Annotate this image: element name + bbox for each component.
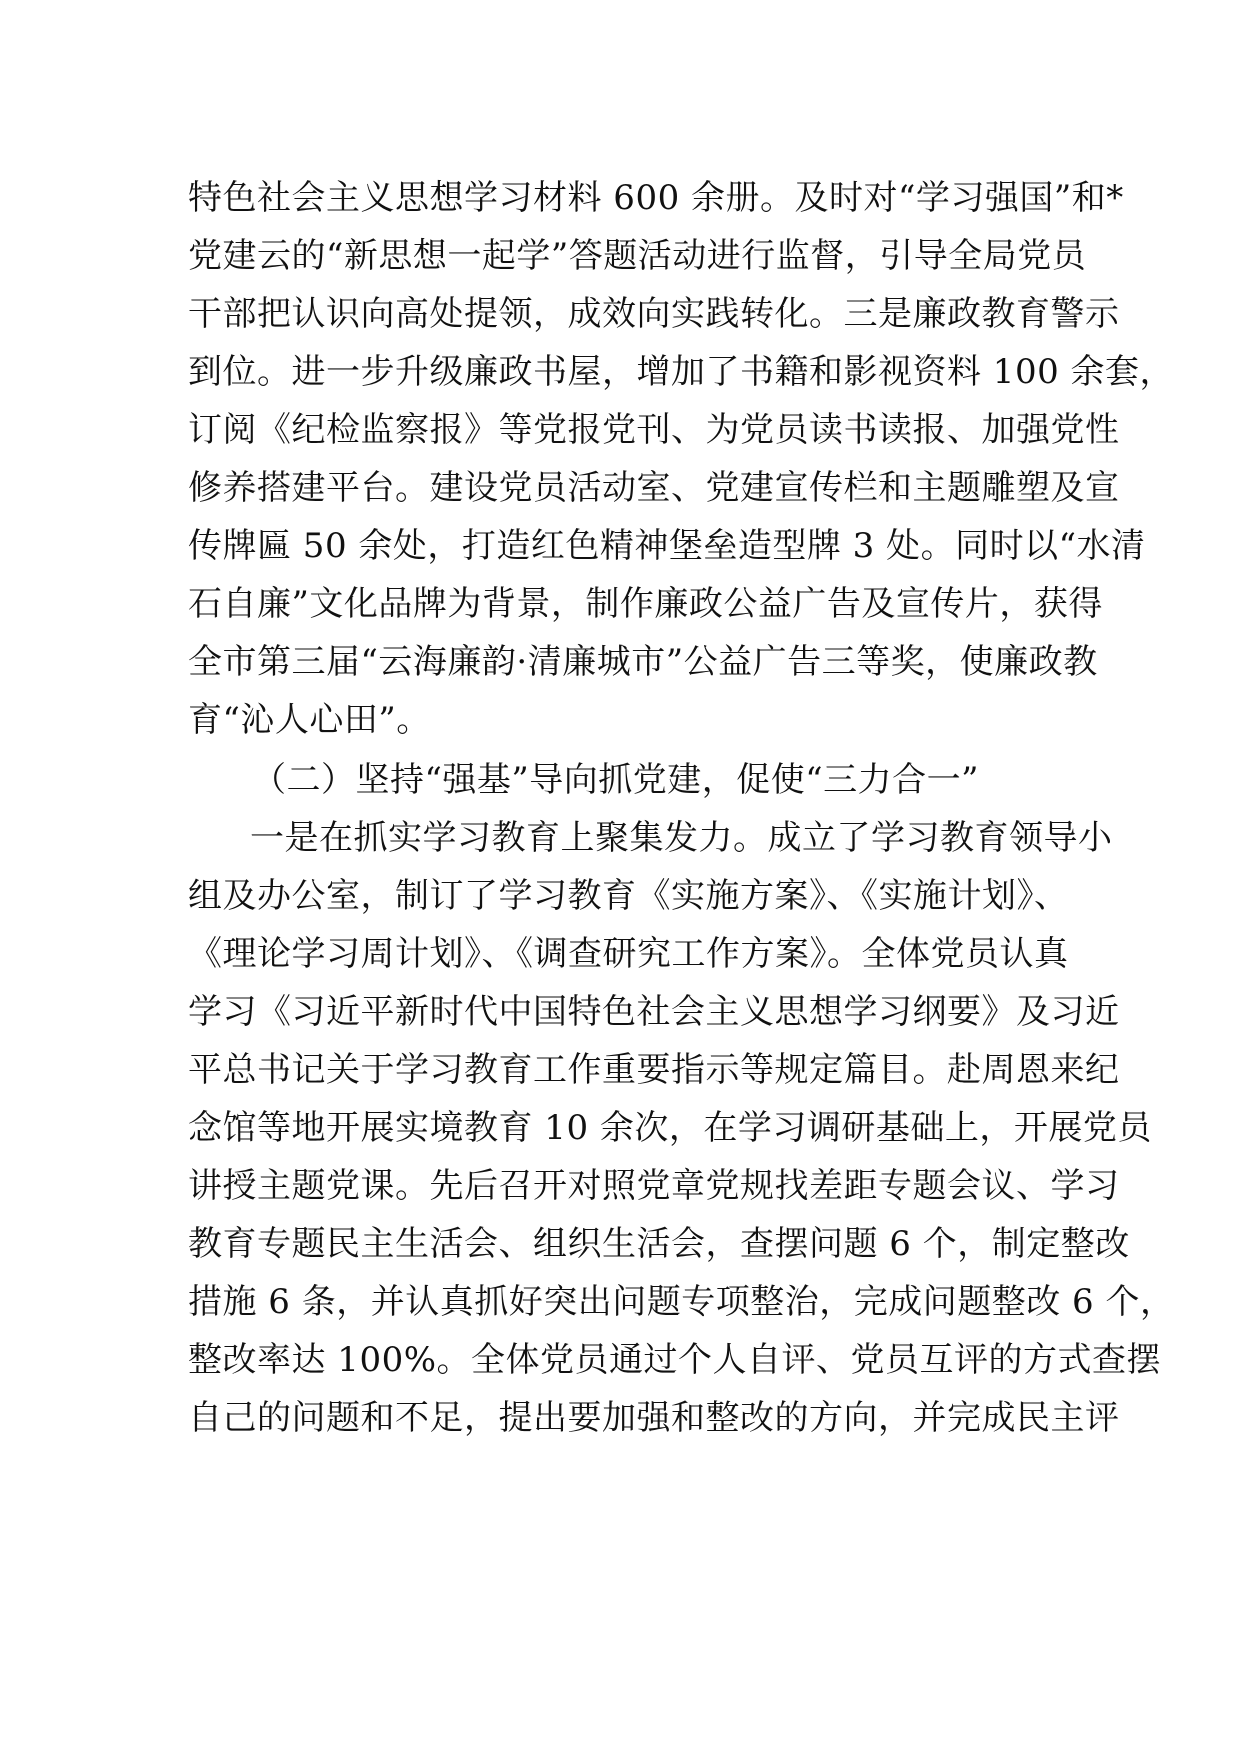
paragraph-line: 讲授主题党课。先后召开对照党章党规找差距专题会议、学习 — [188, 1166, 1120, 1206]
paragraph-line: 到位。进一步升级廉政书屋，增加了书籍和影视资料 100 余套， — [188, 352, 1175, 392]
paragraph-line: 自己的问题和不足，提出要加强和整改的方向，并完成民主评 — [188, 1398, 1120, 1438]
paragraph-line: 修养搭建平台。建设党员活动室、党建宣传栏和主题雕塑及宣 — [188, 468, 1120, 508]
paragraph-line: 干部把认识向高处提领，成效向实践转化。三是廉政教育警示 — [188, 294, 1120, 334]
paragraph-line: 育“沁人心田”。 — [188, 700, 431, 740]
paragraph-line: 特色社会主义思想学习材料 600 余册。及时对“学习强国”和* — [188, 178, 1124, 218]
paragraph-line: 学习《习近平新时代中国特色社会主义思想学习纲要》及习近 — [188, 992, 1120, 1032]
paragraph-line: 措施 6 条，并认真抓好突出问题专项整治，完成问题整改 6 个， — [188, 1282, 1175, 1322]
paragraph-line: 念馆等地开展实境教育 10 余次，在学习调研基础上，开展党员 — [188, 1108, 1152, 1148]
paragraph-line: 教育专题民主生活会、组织生活会，查摆问题 6 个，制定整改 — [188, 1224, 1130, 1264]
paragraph-line: 平总书记关于学习教育工作重要指示等规定篇目。赴周恩来纪 — [188, 1050, 1120, 1090]
paragraph-line: 《理论学习周计划》、《调查研究工作方案》。全体党员认真 — [188, 934, 1069, 974]
paragraph-line: 党建云的“新思想一起学”答题活动进行监督，引导全局党员 — [188, 236, 1087, 276]
paragraph-line: 一是在抓实学习教育上聚集发力。成立了学习教育领导小 — [250, 818, 1113, 858]
paragraph-line: 传牌匾 50 余处，打造红色精神堡垒造型牌 3 处。同时以“水清 — [188, 526, 1146, 566]
paragraph-line: 订阅《纪检监察报》等党报党刊、为党员读书读报、加强党性 — [188, 410, 1120, 450]
paragraph-line: 组及办公室，制订了学习教育《实施方案》、《实施计划》、 — [188, 876, 1069, 916]
paragraph-line: 全市第三届“云海廉韵·清廉城市”公益广告三等奖，使廉政教 — [188, 642, 1098, 682]
paragraph-line: 整改率达 100%。全体党员通过个人自评、党员互评的方式查摆 — [188, 1340, 1162, 1380]
section-heading: （二）坚持“强基”导向抓党建，促使“三力合一” — [252, 760, 980, 800]
paragraph-line: 石自廉”文化品牌为背景，制作廉政公益广告及宣传片，获得 — [188, 584, 1103, 624]
